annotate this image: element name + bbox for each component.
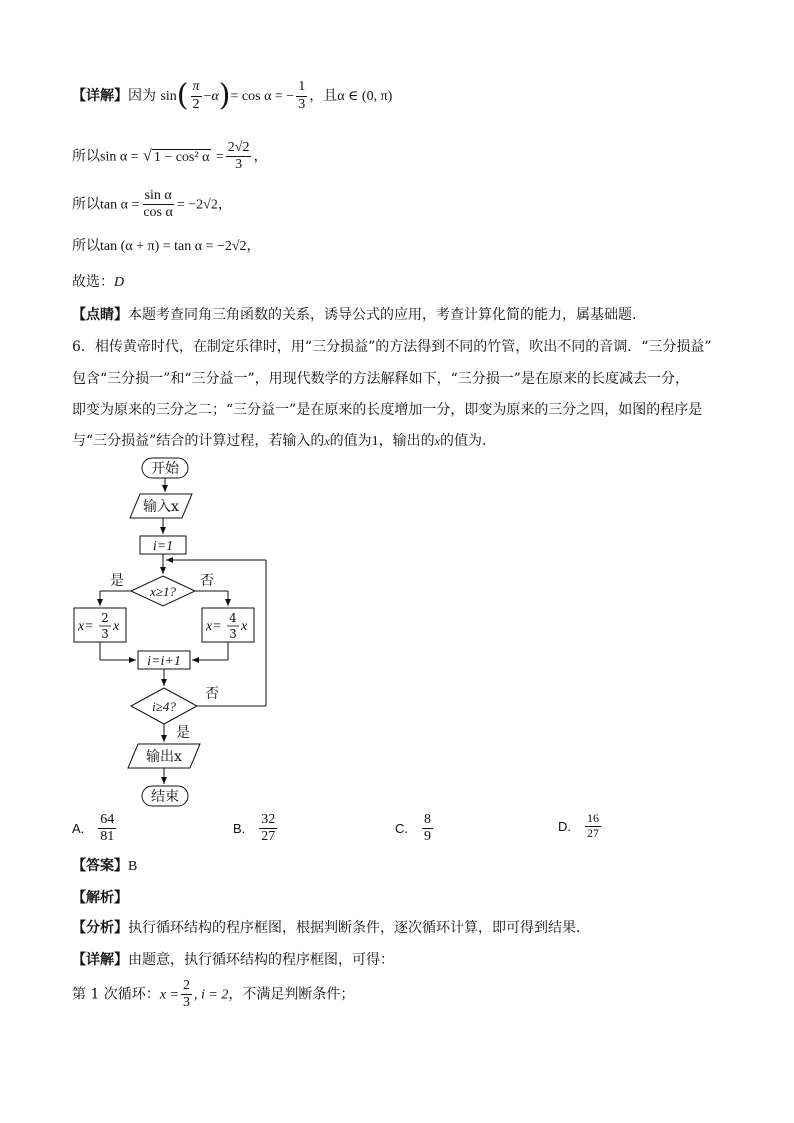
comma: ，	[253, 148, 268, 165]
so-text: 所以	[72, 148, 100, 165]
tan-lhs: tan α =	[100, 197, 140, 213]
sqrt-radicand: 1 − cos² α	[153, 149, 210, 165]
solution-line-tan2	[72, 238, 261, 256]
sin-over-cos: $\frac{\text{sin α}}{\text{cos α}}$	[143, 188, 173, 221]
answer-tag: 【答案】	[72, 858, 128, 874]
so-text: 所以	[72, 196, 100, 213]
sin-value: $\frac{2√2}{3}$	[227, 140, 250, 173]
xiangjie-tag: 【详解】	[72, 88, 128, 104]
dianjing-line	[72, 307, 636, 324]
left-den: 3	[101, 627, 109, 641]
jiexi-tag: 【解析】	[72, 890, 128, 906]
sqrt-sign: √	[143, 147, 152, 165]
no1-label: 否	[200, 573, 214, 589]
yes2-label: 是	[176, 725, 190, 741]
alpha-domain: α ∈ (0, π)	[337, 89, 393, 104]
fenxi-line	[72, 920, 590, 937]
no2-label: 否	[205, 686, 219, 702]
question-line-2: 包含“三分损一”和“三分益一”，用现代数学的方法解释如下，“三分损一”是在原来的长度减去一分，	[72, 371, 689, 387]
yes1-label: 是	[110, 573, 124, 589]
fenxi-tag: 【分析】	[72, 920, 128, 936]
one-third: $\frac{1}{3}$	[298, 79, 306, 112]
comma: ，	[217, 196, 232, 213]
question-line-1: 6．相传黄帝时代，在制定乐律时，用“三分损益”的方法得到不同的竹管，吹出不同的音调．“三分损益”	[72, 339, 712, 355]
left-num: 2	[101, 611, 109, 625]
right-den: 3	[229, 627, 237, 641]
loop1-prefix: 第 1 次循环：	[72, 986, 160, 1003]
cond1-label: x≥1?	[150, 584, 176, 599]
right-paren: )	[218, 78, 231, 113]
answer-value: B	[128, 859, 138, 874]
alpha-symbol: α	[211, 89, 219, 104]
loop1-frac: $\frac{2}{3}$	[182, 978, 190, 1011]
right-var: x	[241, 619, 248, 634]
xiangjie-line-2	[72, 952, 394, 969]
option-b: B. $\frac{32}{27}$	[233, 812, 276, 845]
start-label: 开始	[151, 461, 179, 477]
loop1-i: , i = 2	[193, 987, 229, 1003]
right-num: 4	[229, 611, 237, 625]
option-a: A. $\frac{64}{81}$	[72, 812, 115, 845]
solution-line-1: 【详解】因为 sin( $\frac{\pi}{2}$ −α)= cos α = − $\frac{1}{3}$ ，且α ∈ (0, π)	[72, 78, 393, 113]
option-c: C. $\frac{8}{9}$	[395, 812, 431, 845]
flowchart	[60, 452, 360, 812]
input-label: 输入x	[143, 499, 179, 515]
jiexi-line	[72, 890, 128, 907]
because-text: 因为	[128, 88, 156, 104]
loop1-line	[72, 978, 354, 1011]
sin-func: sin	[160, 89, 177, 104]
tan-shift: tan (α + π) = tan α = −2√2	[100, 239, 247, 254]
left-var: x	[113, 619, 120, 634]
comma: ，	[246, 238, 261, 254]
solution-line-tan	[72, 188, 232, 221]
question-line-3: 即变为原来的三分之二；“三分益一”是在原来的长度增加一分，即变为原来的三分之四，如图的程序是	[72, 402, 703, 418]
tan-value: = −2√2	[176, 197, 218, 213]
equals: =	[215, 149, 224, 165]
dianjing-tag: 【点睛】	[72, 307, 128, 323]
cond2-label: i≥4?	[152, 699, 176, 714]
choice-line	[72, 274, 124, 292]
question-line-4: 与“三分损益”结合的计算过程，若输入的x的值为1，输出的x的值为.	[72, 433, 487, 449]
pi-over-2: $\frac{\pi}{2}$	[192, 79, 200, 112]
option-d: D. $\frac{16}{27}$	[558, 811, 599, 840]
increment-label: i=i+1	[147, 654, 181, 669]
dianjing-text: 本题考查同角三角函数的关系，诱导公式的应用，考查计算化简的能力，属基础题.	[128, 307, 637, 323]
output-label: 输出x	[146, 749, 182, 765]
left-paren: (	[176, 78, 189, 113]
fenxi-text: 执行循环结构的程序框图，根据判断条件，逐次循环计算，即可得到结果．	[128, 920, 590, 936]
so-text: 所以	[72, 238, 100, 254]
right-lhs: x=	[206, 619, 222, 634]
and-text: ，且	[309, 88, 338, 104]
init-label: i=1	[152, 539, 174, 554]
loop1-x: x =	[159, 987, 179, 1003]
solution-line-sin	[72, 140, 267, 173]
sin-lhs: sin α =	[100, 149, 139, 165]
left-lhs: x=	[78, 619, 94, 634]
loop1-suffix: ，不满足判断条件；	[228, 986, 355, 1003]
eq-cos: = cos α = −	[230, 89, 295, 104]
answer-line	[72, 858, 137, 876]
choice-text: 故选：	[72, 274, 114, 290]
choice-letter: D	[114, 275, 125, 290]
xiangjie-tag-2: 【详解】	[72, 952, 128, 968]
end-label: 结束	[151, 789, 179, 805]
xiangjie-text-2: 由题意，执行循环结构的程序框图，可得：	[128, 952, 394, 968]
